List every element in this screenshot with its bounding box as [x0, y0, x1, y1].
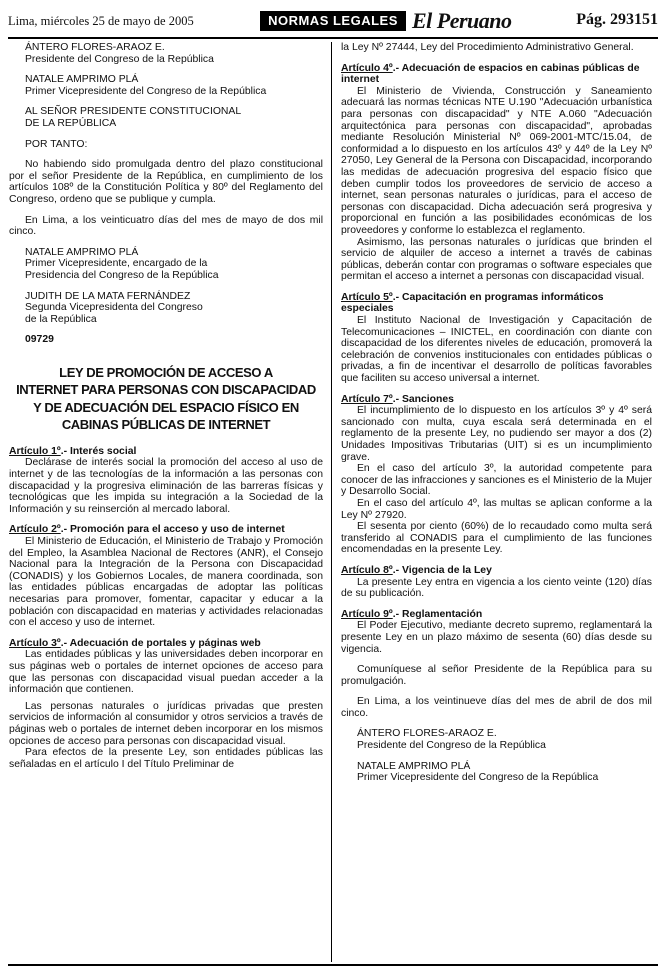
closing-paragraph: Comuníquese al señor Presidente de la República para su promulgación.: [341, 664, 652, 687]
law-title-line: LEY DE PROMOCIÓN DE ACCESO A: [59, 364, 273, 380]
article-text: El sesenta por ciento (60%) de lo recaudado como multa será transferido al CONADIS para el cumplimiento de las funciones encomendadas en la presente Ley.: [341, 521, 652, 556]
signature-role: Presidencia del Congreso de la República: [25, 269, 219, 281]
signature-role: Primer Vicepresidente, encargado de la: [25, 258, 208, 270]
article-text: Asimismo, las personas naturales o jurídicas que brinden el servicio de alquiler de acceso a internet a través de cabinas públicas, deberán contar con programas o software especiales que permitan el acceso a internet a personas con discapacidad visual.: [341, 236, 652, 283]
law-title-line: INTERNET PARA PERSONAS CON DISCAPACIDAD: [16, 382, 316, 398]
closing-paragraph: En Lima, a los veintinueve días del mes de abril de dos mil cinco.: [341, 696, 652, 719]
body-paragraph: En Lima, a los veinticuatro días del mes de mayo de dos mil cinco.: [9, 214, 323, 238]
header-date: Lima, miércoles 25 de mayo de 2005: [8, 14, 194, 28]
article-heading: [341, 394, 652, 406]
signature-name: NATALE AMPRIMO PLÁ: [357, 760, 471, 772]
law-title-line: CABINAS PÚBLICAS DE INTERNET: [61, 417, 271, 433]
header-rule: [8, 37, 658, 39]
article-number: Artículo 3º: [9, 637, 61, 649]
signature-name: ÁNTERO FLORES-ARAOZ E.: [357, 728, 497, 740]
article-number: Artículo 4º: [341, 62, 393, 74]
article-text: La presente Ley entra en vigencia a los ciento veinte (120) días de su publicación.: [341, 576, 652, 600]
right-column: [341, 42, 652, 784]
article-text: Las entidades públicas y las universidades deben incorporar en sus páginas web o portales de internet opciones de acceso para que las personas con discapacidad visual puedan acceder a la información que contienen.: [9, 649, 323, 696]
article-number: Artículo 7º: [341, 393, 393, 405]
column-divider: [331, 42, 332, 962]
addressee-line: DE LA REPÚBLICA: [25, 117, 117, 129]
article-heading: [9, 638, 323, 650]
signature-name: JUDITH DE LA MATA FERNÁNDEZ: [25, 290, 191, 302]
article-heading: [341, 609, 652, 621]
article-text: El Instituto Nacional de Investigación y Capacitación de Telecomunicaciones – INICTEL, en coordinación con diante con discapacidad de los diferentes niveles de educación, promoverá la celebración de convenios institucionales con entidades públicas o privadas, a fin de incentivar el desarrollo de políticas favorables que faciliten su acceso universal a internet.: [341, 315, 652, 385]
signature-role: de la República: [25, 313, 97, 325]
article-heading: [9, 446, 323, 458]
page-header: [8, 8, 658, 36]
por-tanto: POR TANTO:: [25, 138, 88, 150]
article-text: Las personas naturales o jurídicas privadas que presten servicios de información al consumidor y otros servicios a través de páginas web o portales de internet deben incorporar en los mismos opciones de acceso para personas con discapacidad visual.: [9, 700, 323, 747]
law-title: [9, 364, 323, 434]
article-title: .- Adecuación de espacios en cabinas públicas de internet: [341, 62, 640, 86]
signature-role: Primer Vicepresidente del Congreso de la República: [357, 772, 599, 784]
article-text: El Ministerio de Educación, el Ministerio de Trabajo y Promoción del Empleo, la Asamblea Nacional de Rectores (ANR), el Consejo Nacional para la Integración de la Persona con Discapacidad (CONADIS) y los Gobiernos Locales, de manera coordinada, son las entidades públicas encargadas de adoptar las políticas necesarias para promover, fomentar, capacitar y educar a la población con discapacidad en materias y actividades relacionadas con el acceso y uso de internet.: [9, 536, 323, 629]
article-title: .- Reglamentación: [392, 608, 483, 620]
article-text: El incumplimiento de lo dispuesto en los artículos 3º y 4º será sancionado con multa, cuya escala será determinada en el reglamento de la presente Ley, no pudiendo ser mayor a dos (2) Unidades Impositivas Tributarias (UIT) si es un incumplimiento grave.: [341, 405, 652, 463]
article-heading: [9, 524, 323, 536]
article-number: Artículo 8º: [341, 564, 393, 576]
article-heading: [341, 292, 652, 315]
article-number: Artículo 2º: [9, 524, 61, 536]
newspaper-logo: El Peruano: [412, 8, 512, 33]
signature-role: Presidente del Congreso de la República: [25, 53, 214, 65]
page-number: Pág. 293151: [576, 11, 658, 28]
signature-name: ÁNTERO FLORES-ARAOZ E.: [25, 42, 165, 53]
article-number: Artículo 9º: [341, 608, 393, 620]
left-column: [9, 42, 323, 770]
article-title: .- Interés social: [60, 445, 137, 457]
signature-role: Segunda Vicepresidenta del Congreso: [25, 302, 203, 314]
article-title: .- Vigencia de la Ley: [392, 564, 492, 576]
footer-rule: [8, 964, 658, 966]
document-number: 09729: [25, 334, 54, 346]
addressee-line: AL SEÑOR PRESIDENTE CONSTITUCIONAL: [25, 106, 242, 118]
article-text: El Ministerio de Vivienda, Construcción y Saneamiento adecuará las normas técnicas NTE U.190 "Adecuación urbanística para personas con discapacidad" y NTE A.060 "Adecuación arquitectónica para personas con discapacidad", aprobadas mediante Resolución Ministerial Nº 069-2001-MTC/15.04, de conformidad a lo dispuesto en los artículos 43º y 44º de la Ley Nº 27050, Ley General de la Persona con Discapacidad, incorporando las medidas de adecuación progresiva del espacio físico que deben cumplir todos los proveedores de servicio de acceso a internet, sean personas naturales o jurídicas, para el acceso de personas con discapacidad. Dicha adecuación será progresiva y proporcional en función a las posibilidades económicas de los proveedores y conforme lo establezca el reglamento.: [341, 85, 652, 236]
article-title: .- Capacitación en programas informáticos especiales: [341, 291, 604, 315]
article-text: En el caso del artículo 4º, las multas se aplican conforme a la Ley Nº 27920.: [341, 497, 652, 521]
article-text: En el caso del artículo 3º, la autoridad competente para conocer de las infracciones y sanciones es el Ministerio de la Mujer y Desarrollo Social.: [341, 463, 652, 498]
article-text: El Poder Ejecutivo, mediante decreto supremo, reglamentará la presente Ley en un plazo máximo de sesenta (60) días desde su vigencia.: [341, 620, 652, 655]
section-badge: NORMAS LEGALES: [260, 11, 406, 31]
body-paragraph: No habiendo sido promulgada dentro del plazo constitucional por el señor Presidente de la República, en cumplimiento de los artículos 108º de la Constitución Política y 80º del Reglamento del Congreso, ordeno que se publique y cumpla.: [9, 159, 323, 205]
article-heading: [341, 565, 652, 577]
article-number: Artículo 5º: [341, 291, 393, 303]
article-title: .- Adecuación de portales y páginas web: [60, 637, 261, 649]
article-title: .- Sanciones: [392, 393, 454, 405]
article-title: .- Promoción para el acceso y uso de internet: [60, 524, 285, 536]
law-title-line: Y DE ADECUACIÓN DEL ESPACIO FÍSICO EN: [33, 399, 299, 415]
article-text: Para efectos de la presente Ley, son entidades públicas las señaladas en el artículo I del Título Preliminar de: [9, 747, 323, 770]
article-number: Artículo 1º: [9, 445, 61, 457]
article-text: Declárase de interés social la promoción del acceso al uso de internet y de las tecnologías de la información a las personas con discapacidad y la progresiva eliminación de las barreras físicas y tecnológicas que les impida su integración a la Sociedad de la Información y su reinserción al mercado laboral.: [9, 457, 323, 515]
signature-role: Primer Vicepresidente del Congreso de la República: [25, 85, 267, 97]
article-text: la Ley Nº 27444, Ley del Procedimiento Administrativo General.: [341, 42, 634, 53]
signature-name: NATALE AMPRIMO PLÁ: [25, 74, 139, 86]
article-heading: [341, 63, 652, 86]
signature-name: NATALE AMPRIMO PLÁ: [25, 246, 139, 258]
signature-role: Presidente del Congreso de la República: [357, 740, 546, 752]
